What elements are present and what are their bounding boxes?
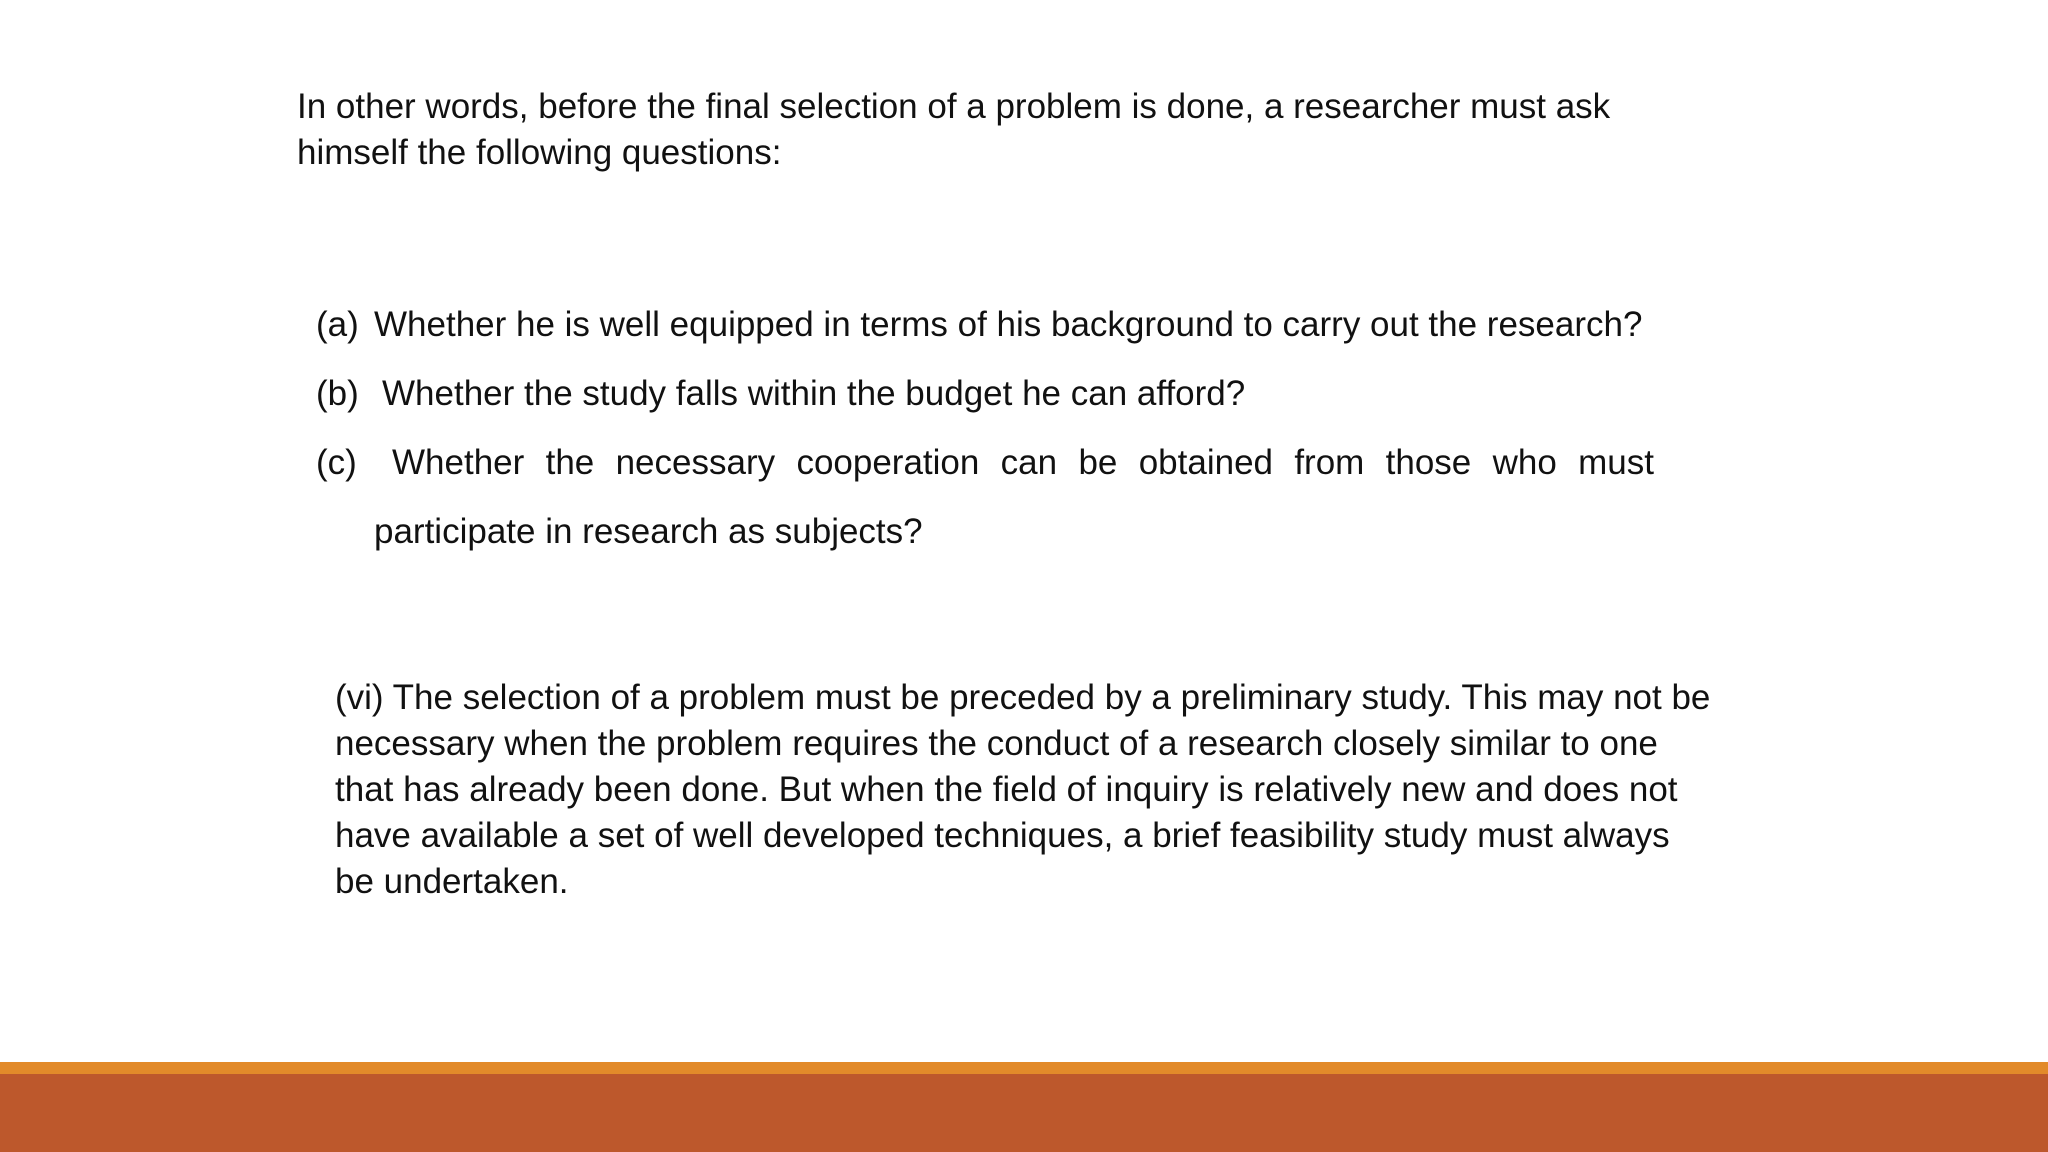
footer-band bbox=[0, 1062, 2048, 1152]
question-list bbox=[316, 290, 1654, 566]
list-marker: (b) bbox=[316, 374, 359, 413]
list-item-text: Whether he is well equipped in terms of his background to carry out the research? bbox=[374, 305, 1643, 344]
list-item-text: Whether the necessary cooperation can be obtained from those who must participate in research as subjects? bbox=[374, 443, 1654, 551]
footer-stripe bbox=[0, 1062, 2048, 1074]
intro-text: In other words, before the final selection of a problem is done, a researcher must ask himself the following questions: bbox=[297, 87, 1611, 172]
point-vi-paragraph: (vi) The selection of a problem must be preceded by a preliminary study. This may not be necessary when the problem requires the conduct of a research closely similar to one that has already been done. But when the field of inquiry is relatively new and does not have available a set of well developed techniques, a brief feasibility study must always be undertaken. bbox=[335, 678, 1711, 901]
list-item bbox=[316, 359, 1654, 428]
list-item bbox=[316, 290, 1654, 359]
footer-bar bbox=[0, 1074, 2048, 1152]
list-marker: (a) bbox=[316, 305, 359, 344]
list-item-text: Whether the study falls within the budget he can afford? bbox=[382, 374, 1246, 413]
list-marker: (c) bbox=[316, 443, 357, 482]
list-item bbox=[316, 428, 1654, 566]
